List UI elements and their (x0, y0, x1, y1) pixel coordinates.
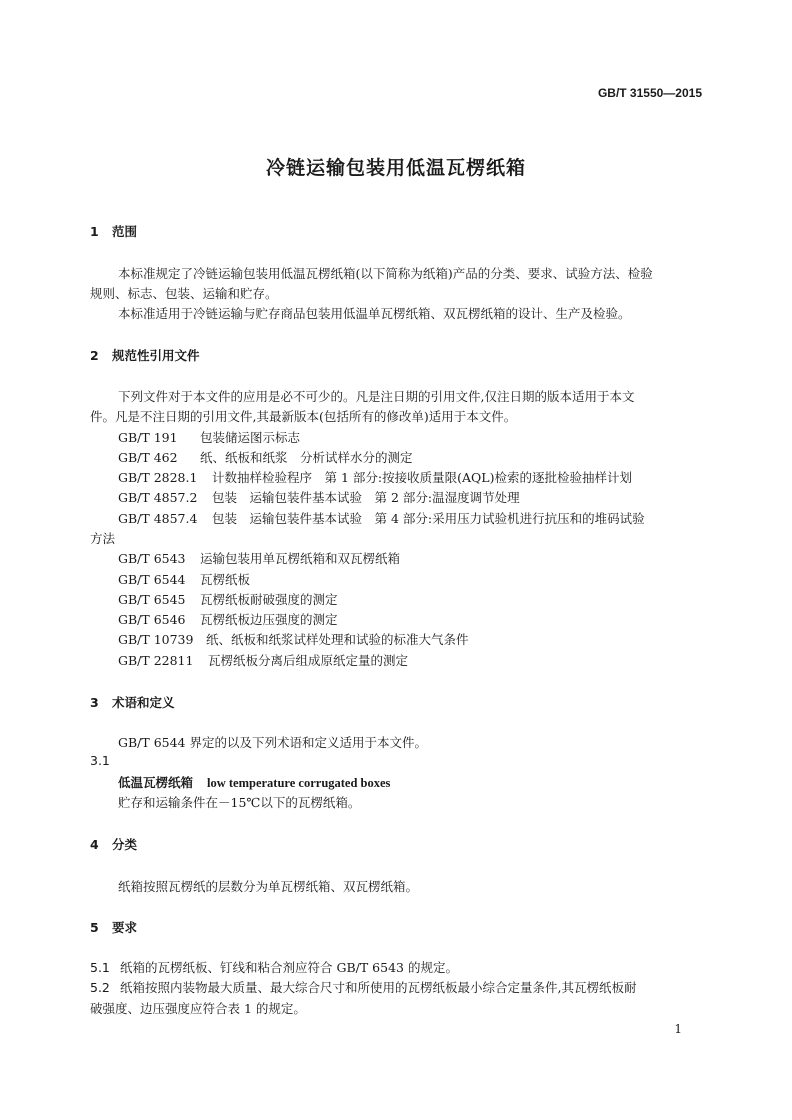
section-number: 2 (90, 348, 99, 363)
clause-5-2-line-1 (90, 978, 636, 996)
section-3-heading (90, 693, 175, 711)
clause-number: 5.1 (90, 960, 110, 975)
term-chinese: 低温瓦楞纸箱 (118, 775, 194, 790)
section-4-heading (90, 835, 137, 853)
reference-code: GB/T 6545 (118, 592, 186, 607)
reference-title: 纸、纸板和纸浆 分析试样水分的测定 (200, 450, 413, 465)
reference-title: 纸、纸板和纸浆试样处理和试验的标准大气条件 (206, 632, 469, 647)
reference-item (118, 590, 338, 608)
reference-code: GB/T 462 (118, 450, 178, 465)
s2-intro-line-1: 下列文件对于本文件的应用是必不可少的。凡是注日期的引用文件,仅注日期的版本适用于本文 (118, 389, 635, 404)
reference-code: GB/T 6546 (118, 612, 186, 627)
s3-intro: GB/T 6544 界定的以及下列术语和定义适用于本文件。 (118, 735, 427, 750)
reference-code: GB/T 2828.1 (118, 470, 198, 485)
term-number: 3.1 (90, 753, 110, 768)
reference-code: GB/T 6544 (118, 572, 186, 587)
section-number: 1 (90, 224, 99, 239)
section-5-heading (90, 918, 137, 936)
reference-item (118, 448, 413, 466)
reference-code: GB/T 4857.4 (118, 511, 198, 526)
reference-title: 包装 运输包装件基本试验 第 4 部分:采用压力试验机进行抗压和的堆码试验 (212, 511, 645, 526)
clause-5-2-line-2: 破强度、边压强度应符合表 1 的规定。 (90, 1001, 306, 1016)
reference-title: 瓦楞纸板 (200, 572, 251, 587)
section-1-heading (90, 222, 137, 240)
section-2-heading (90, 346, 200, 364)
section-title: 术语和定义 (112, 695, 175, 710)
clause-text: 纸箱的瓦楞纸板、钉线和粘合剂应符合 GB/T 6543 的规定。 (120, 960, 458, 975)
reference-item (118, 610, 338, 628)
s1-paragraph-2: 本标准适用于冷链运输与贮存商品包装用低温单瓦楞纸箱、双瓦楞纸箱的设计、生产及检验。 (118, 306, 631, 321)
reference-item (118, 509, 645, 527)
clause-5-1 (90, 958, 458, 976)
standard-code: GB/T 31550—2015 (597, 86, 702, 100)
section-title: 范围 (112, 224, 138, 239)
reference-item (118, 651, 408, 669)
reference-continuation: 方法 (90, 531, 116, 546)
s1-paragraph-1-line-1: 本标准规定了冷链运输包装用低温瓦楞纸箱(以下简称为纸箱)产品的分类、要求、试验方法、检验 (118, 266, 653, 281)
reference-title: 瓦楞纸板耐破强度的测定 (200, 592, 338, 607)
reference-title: 运输包装用单瓦楞纸箱和双瓦楞纸箱 (200, 551, 401, 566)
document-title: 冷链运输包装用低温瓦楞纸箱 (265, 157, 526, 179)
reference-code: GB/T 22811 (118, 653, 194, 668)
reference-item (118, 570, 250, 588)
reference-item (118, 428, 300, 446)
term-definition: 贮存和运输条件在－15℃以下的瓦楞纸箱。 (118, 795, 361, 810)
clause-text: 纸箱按照内装物最大质量、最大综合尺寸和所使用的瓦楞纸板最小综合定量条件,其瓦楞纸板耐 (120, 980, 637, 995)
section-title: 规范性引用文件 (112, 348, 200, 363)
section-title: 要求 (112, 920, 138, 935)
reference-title: 瓦楞纸板边压强度的测定 (200, 612, 338, 627)
reference-item (118, 630, 469, 648)
section-number: 5 (90, 920, 99, 935)
reference-code: GB/T 4857.2 (118, 490, 198, 505)
section-number: 3 (90, 695, 99, 710)
reference-code: GB/T 6543 (118, 551, 186, 566)
reference-item (118, 549, 400, 567)
reference-title: 瓦楞纸板分离后组成原纸定量的测定 (208, 653, 409, 668)
s1-paragraph-1-line-2: 规则、标志、包装、运输和贮存。 (90, 286, 278, 301)
reference-code: GB/T 10739 (118, 632, 194, 647)
s2-intro-line-2: 件。凡是不注日期的引用文件,其最新版本(包括所有的修改单)适用于本文件。 (90, 409, 517, 424)
reference-title: 包装储运图示标志 (200, 430, 301, 445)
term-entry (118, 773, 390, 791)
reference-code: GB/T 191 (118, 430, 178, 445)
term-english: low temperature corrugated boxes (207, 776, 391, 790)
clause-number: 5.2 (90, 980, 110, 995)
s4-text: 纸箱按照瓦楞纸的层数分为单瓦楞纸箱、双瓦楞纸箱。 (118, 879, 419, 894)
reference-item (118, 488, 520, 506)
page-number: 1 (674, 1022, 682, 1036)
section-title: 分类 (112, 837, 138, 852)
reference-item (118, 468, 632, 486)
section-number: 4 (90, 837, 99, 852)
reference-title: 计数抽样检验程序 第 1 部分:按接收质量限(AQL)检索的逐批检验抽样计划 (212, 470, 632, 485)
reference-title: 包装 运输包装件基本试验 第 2 部分:温湿度调节处理 (212, 490, 520, 505)
